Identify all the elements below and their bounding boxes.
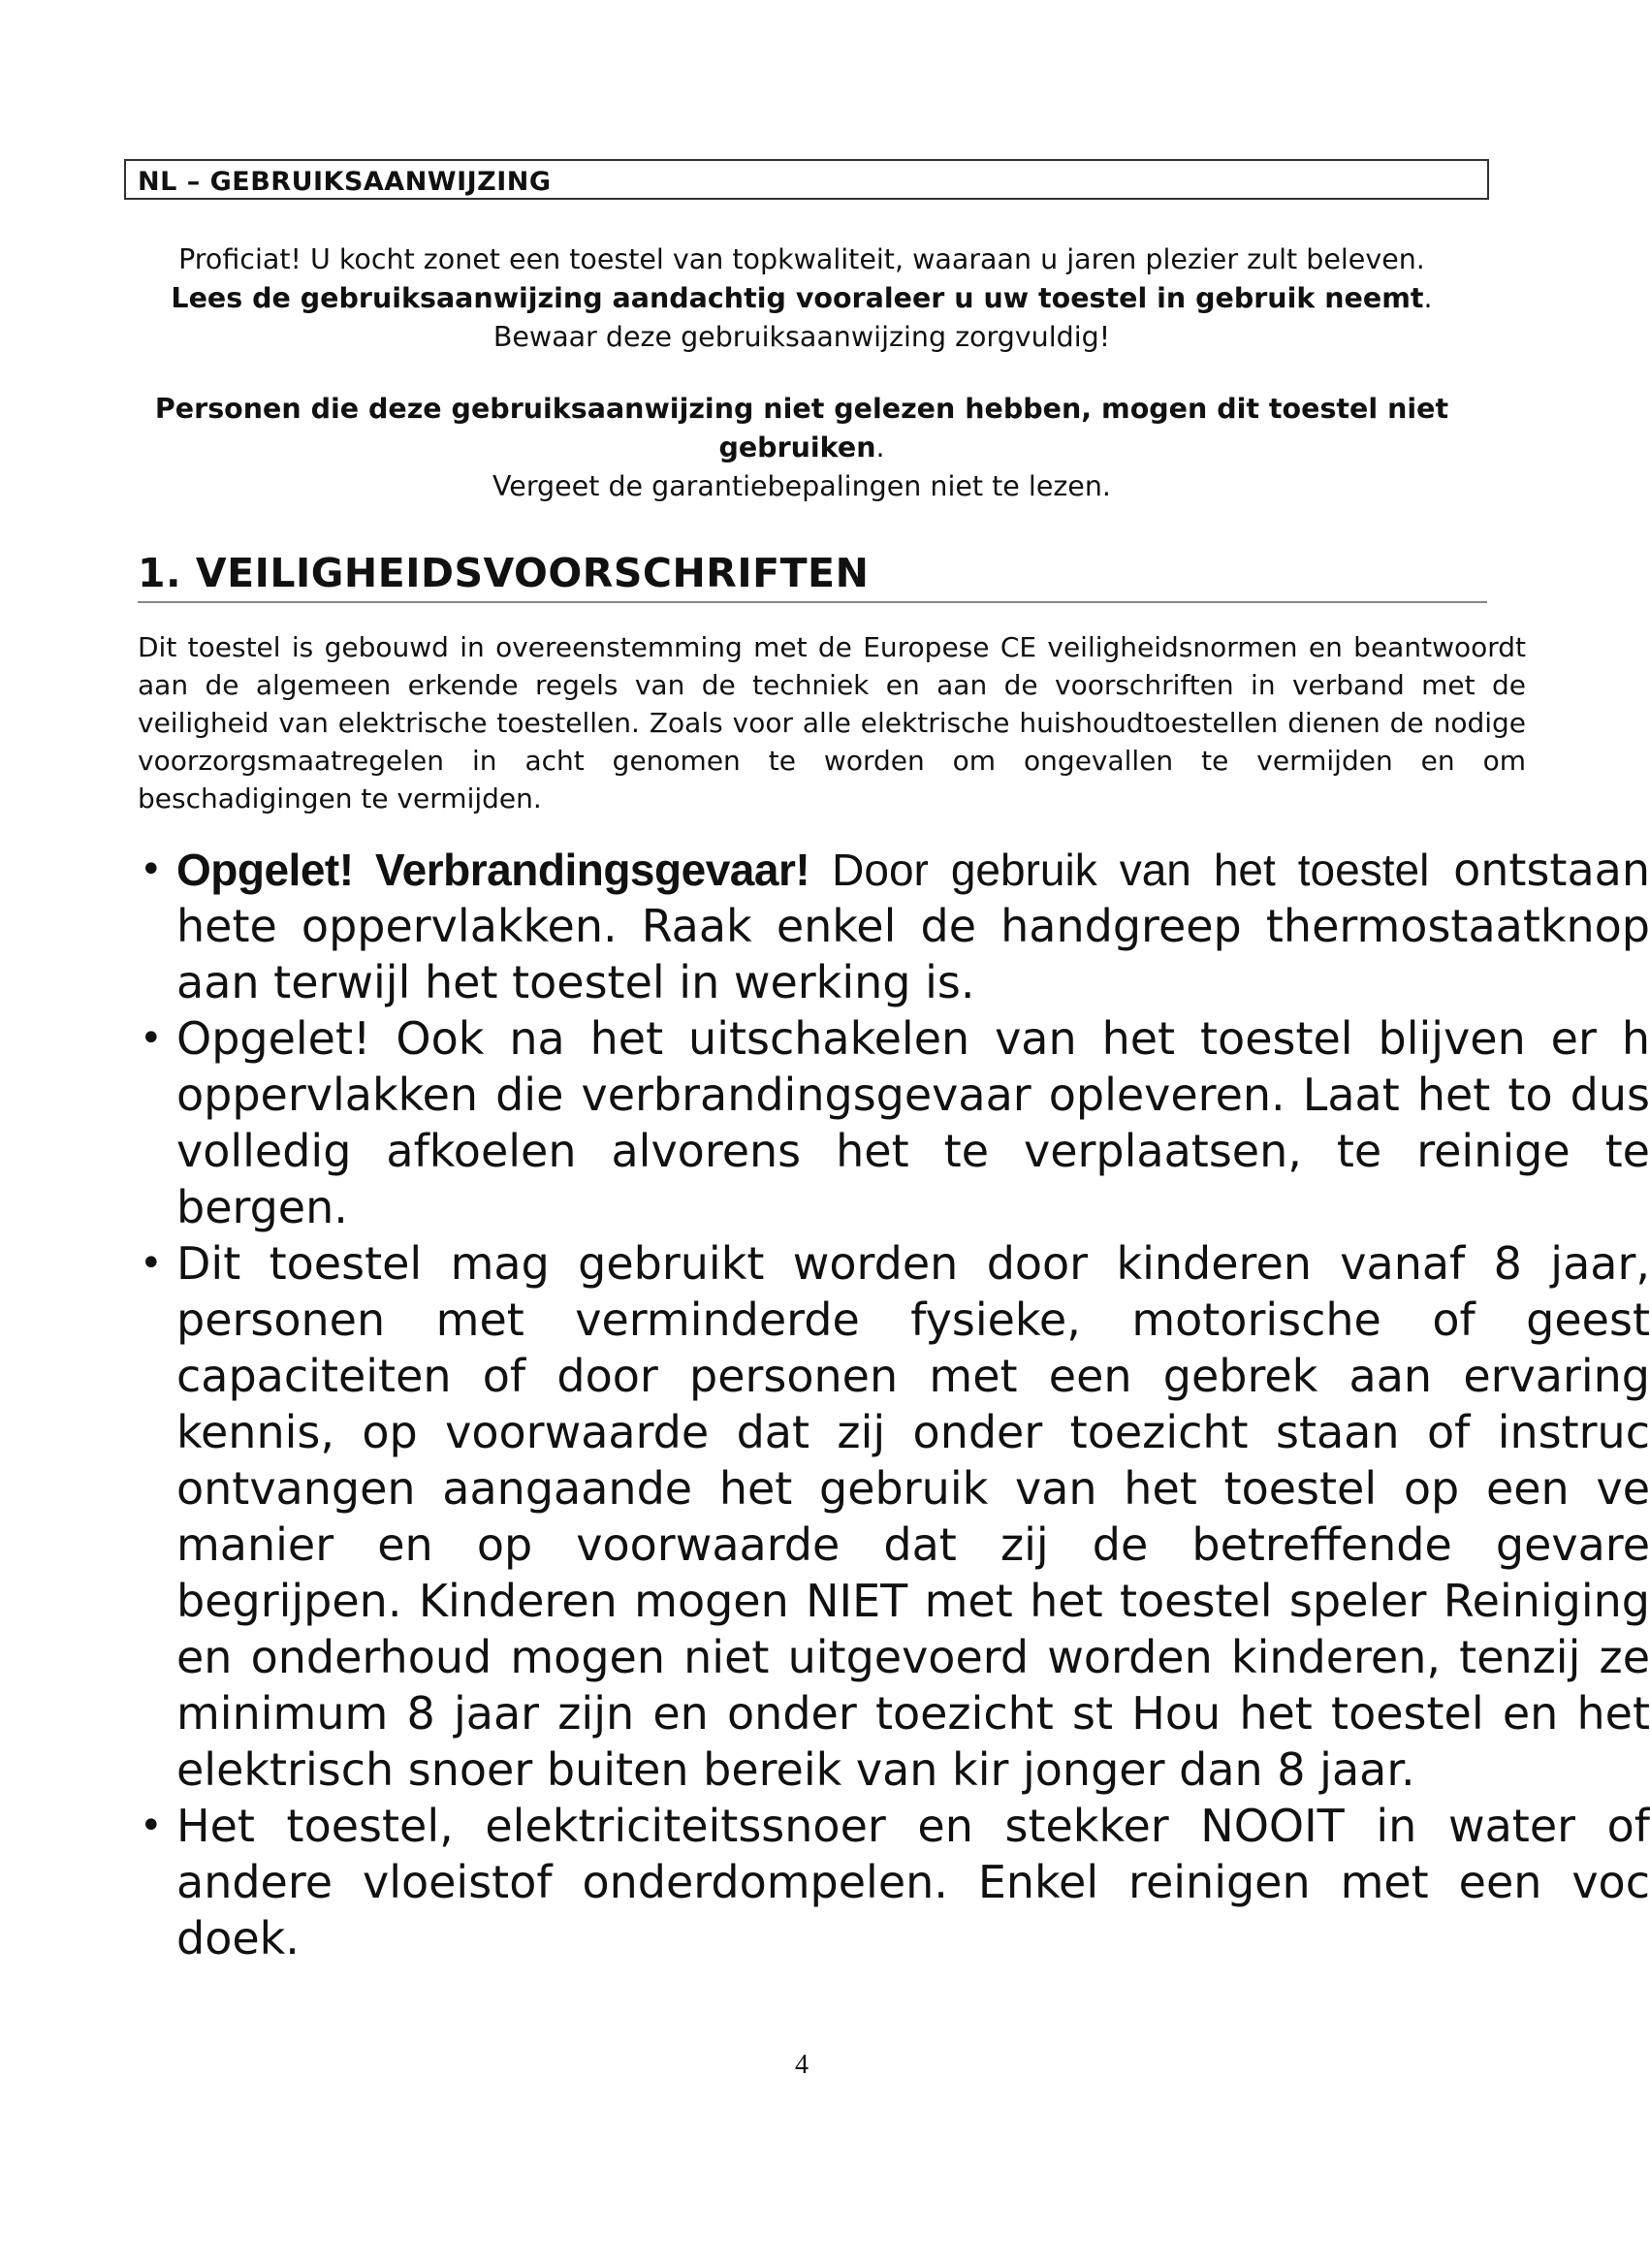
document-header-title: NL – GEBRUIKSAANWIJZING	[138, 167, 552, 197]
page-number: 4	[795, 2050, 809, 2080]
bullet-list-area	[0, 834, 1650, 2017]
bullet-text: ontstaan hete oppervlakken. Raak enkel de handgreep thermostaatknop aan terwijl het toestel in werking is.	[176, 844, 1650, 1008]
warning-text-end: .	[875, 431, 885, 463]
warning-bold-text: Personen die deze gebruiksaanwijzing niet gelezen hebben, mogen dit toestel niet gebruiken	[154, 393, 1449, 463]
section-heading: 1. VEILIGHEIDSVOORSCHRIFTEN	[138, 549, 1487, 603]
intro-text-end: . Bewaar deze gebruiksaanwijzing zorgvuldig!	[492, 282, 1433, 353]
intro-paragraph	[145, 240, 1458, 357]
section-paragraph: Dit toestel is gebouwd in overeenstemming met de Europese CE veiligheidsnormen en beantwoordt aan de algemeen erkende regels van de techniek en aan de voorschriften in verband met de veiligheid van elektrische toestellen. Zoals voor alle elektrische huishoudtoestellen dienen de nodige voorzorgsmaatregelen in acht genomen te worden om ongevallen te vermijden en om beschadigingen te vermijden.	[138, 631, 1526, 815]
bullet-lead-text: Door gebruik van het toestel	[809, 845, 1430, 895]
intro-text: Proficiat! U kocht zonet een toestel van topkwaliteit, waaraan u jaren plezier zult beleven.	[178, 243, 1425, 275]
bullet-text: Opgelet! Ook na het uitschakelen van het toestel blijven er h oppervlakken die verbrandingsgevaar opleveren. Laat het to dus volledig afkoelen alvorens het te verplaatsen, te reinige te bergen.	[176, 1012, 1650, 1233]
bullet-list	[138, 842, 1650, 1966]
bullet-dot: •	[140, 1016, 163, 1061]
bullet-item	[138, 1010, 1650, 1235]
bullet-item	[138, 1235, 1650, 1798]
warning-paragraph	[145, 390, 1458, 506]
bullet-dot: •	[140, 1804, 163, 1848]
bullet-text: Dit toestel mag gebruikt worden door kinderen vanaf 8 jaar, personen met verminderde fysieke, motorische of geest capaciteiten of door personen met een gebrek aan ervaring kennis, op voorwaarde dat zij onder toezicht staan of instruc ontvangen aangaande het gebruik van het toestel op een ve manier en op voorwaarde dat zij de betreffende gevare begrijpen. Kinderen mogen NIET met het toestel speler Reiniging en onderhoud mogen niet uitgevoerd worden kinderen, tenzij ze minimum 8 jaar zijn en onder toezicht st Hou het toestel en het elektrisch snoer buiten bereik van kir jonger dan 8 jaar.	[176, 1237, 1650, 1796]
warranty-note: Vergeet de garantiebepalingen niet te lezen.	[492, 470, 1111, 502]
bullet-dot: •	[140, 1241, 163, 1286]
bullet-dot: •	[140, 847, 163, 892]
bullet-strong-text: Opgelet! Verbrandingsgevaar!	[176, 845, 810, 895]
bullet-item	[138, 1798, 1650, 1966]
bullet-text: Het toestel, elektriciteitssnoer en stekker NOOIT in water of andere vloeistof onderdompelen. Enkel reinigen met een voc doek.	[176, 1800, 1650, 1965]
bullet-item	[138, 842, 1650, 1010]
intro-bold-text: Lees de gebruiksaanwijzing aandachtig vooraleer u uw toestel in gebruik neemt	[171, 282, 1424, 314]
document-header-box	[124, 159, 1489, 200]
